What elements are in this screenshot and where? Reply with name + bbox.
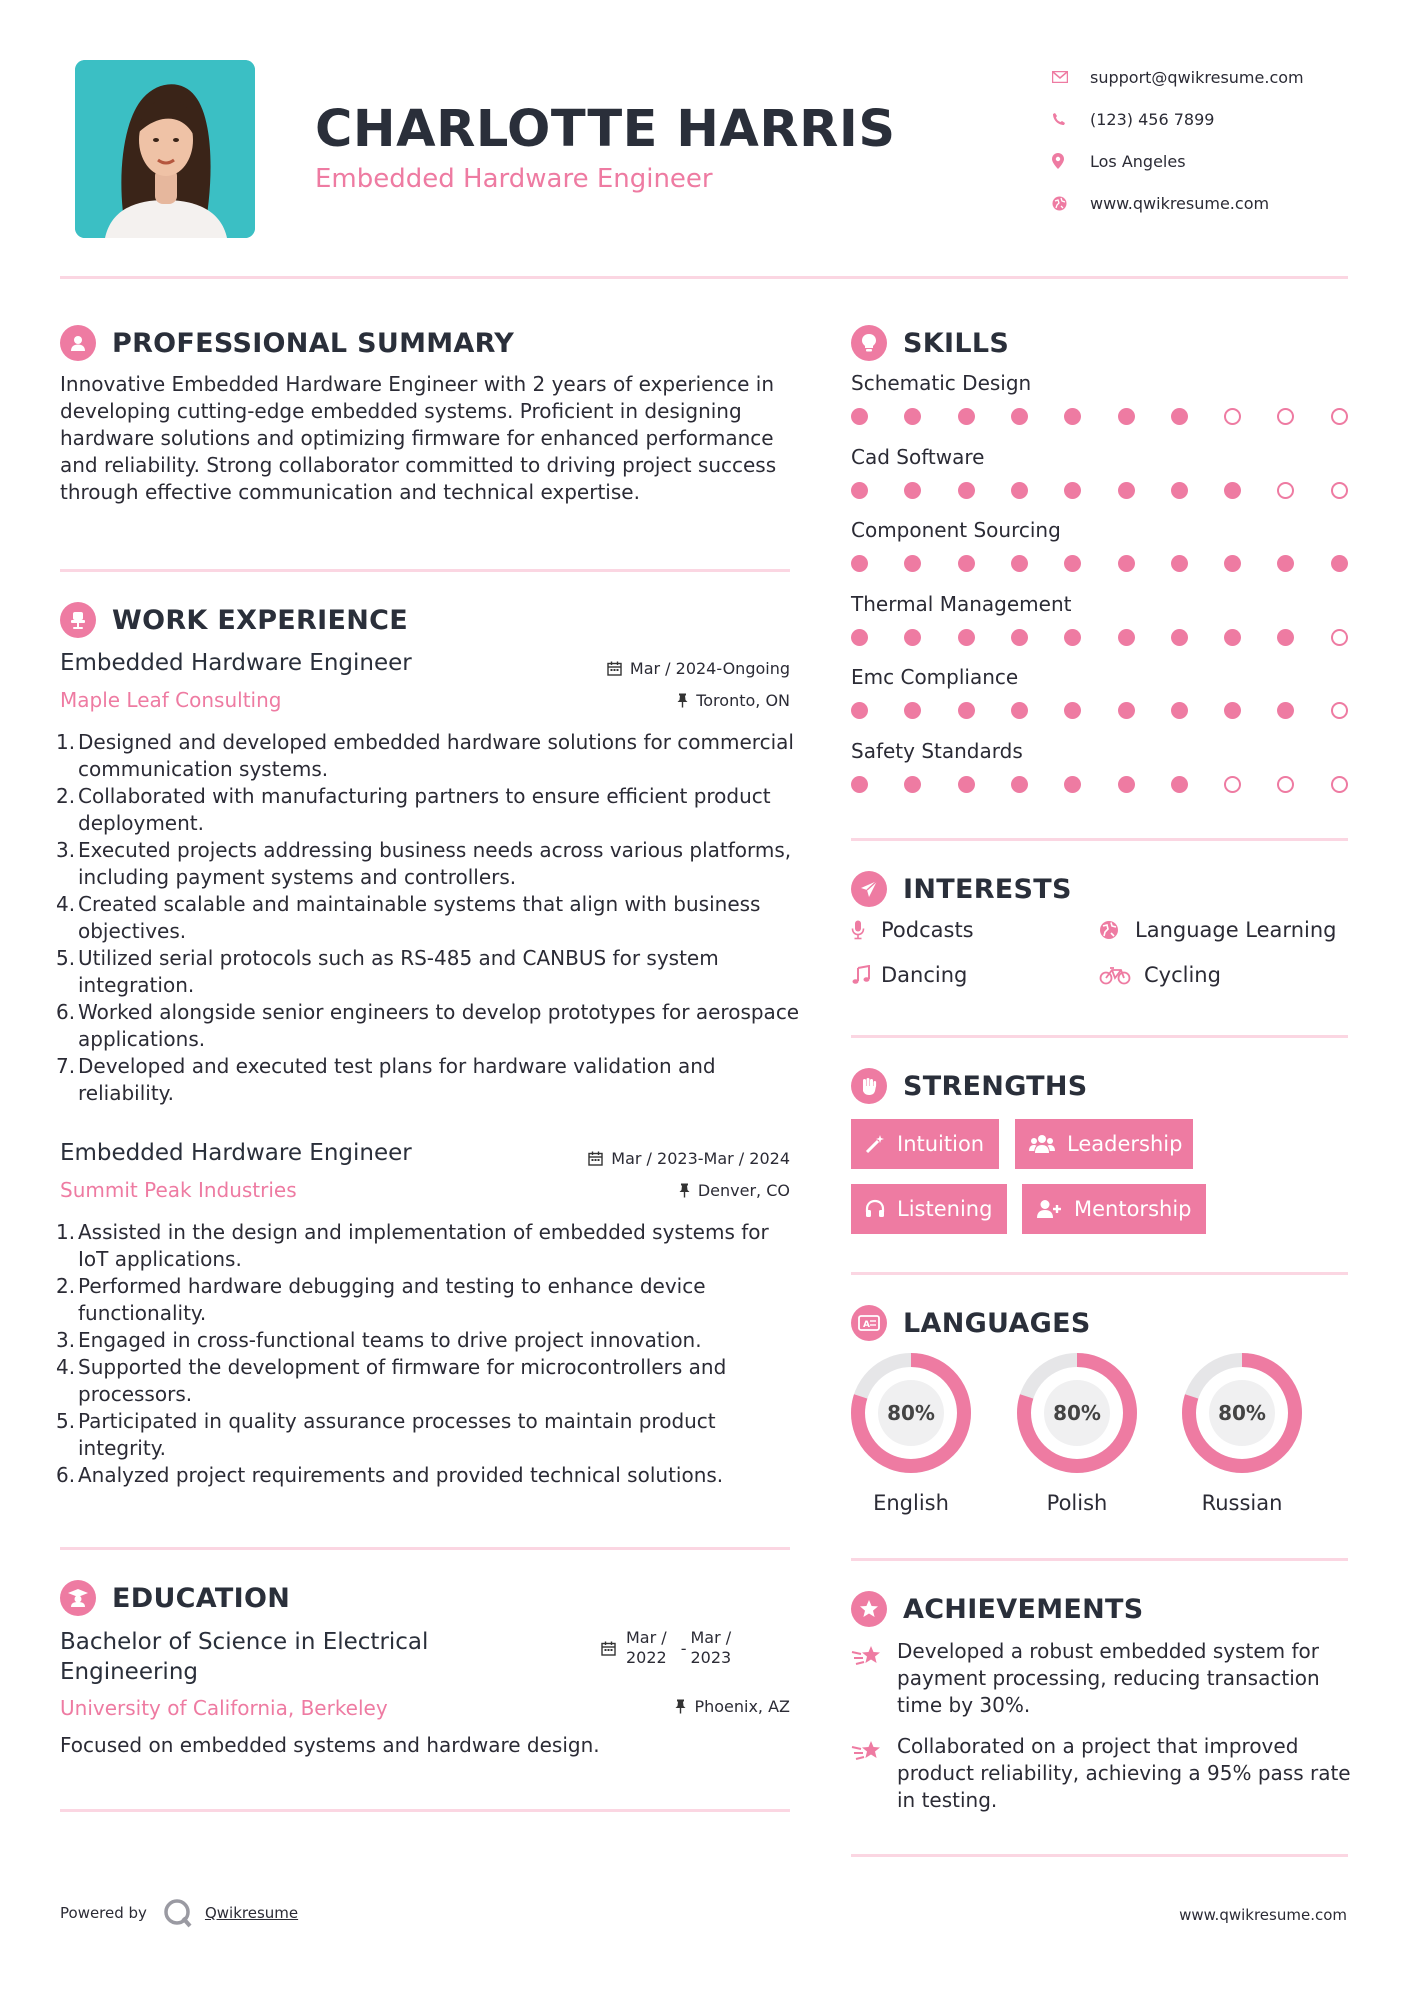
- job-1-bullets: [56, 729, 800, 1107]
- skill-dot-empty: [1277, 776, 1294, 793]
- education-end-date: Mar / 2023: [690, 1628, 732, 1667]
- interest-item: [851, 963, 967, 987]
- skill-dot-filled: [1064, 555, 1081, 572]
- strength-tag: [1022, 1184, 1206, 1234]
- contact-email[interactable]: [1050, 56, 1370, 98]
- education-location: [675, 1697, 790, 1716]
- contact-email-text: support@qwikresume.com: [1090, 67, 1304, 87]
- calendar-icon: [588, 1151, 603, 1166]
- globe-icon: [1099, 920, 1133, 940]
- skills-divider: [851, 838, 1348, 841]
- skill-dot-filled: [1171, 482, 1188, 499]
- skill-dot-filled: [1171, 776, 1188, 793]
- skill-label: Schematic Design: [851, 371, 1032, 395]
- skill-label: Thermal Management: [851, 592, 1072, 616]
- contact-location-text: Los Angeles: [1090, 151, 1186, 171]
- contact-phone[interactable]: [1050, 98, 1370, 140]
- skill-dot-filled: [1118, 482, 1135, 499]
- skill-dot-filled: [1171, 555, 1188, 572]
- education-divider: [60, 1809, 790, 1812]
- skill-dot-filled: [1011, 629, 1028, 646]
- svg-text:A: A: [863, 1320, 870, 1330]
- shooting-star-icon: [851, 1638, 897, 1719]
- skill-dot-filled: [851, 408, 868, 425]
- skill-dot-empty: [1331, 776, 1348, 793]
- skill-dot-filled: [1064, 482, 1081, 499]
- interest-item: [1099, 918, 1336, 942]
- interest-label: Dancing: [881, 963, 968, 987]
- interests-divider: [851, 1035, 1348, 1038]
- skill-dot-filled: [1118, 555, 1135, 572]
- language-percent: 80%: [1218, 1401, 1266, 1425]
- skill-dot-filled: [904, 629, 921, 646]
- education-dates: Mar / 2022 - Mar / 2023: [601, 1628, 731, 1668]
- skill-dot-filled: [851, 776, 868, 793]
- skill-dot-filled: [904, 482, 921, 499]
- language-name: Polish: [1046, 1491, 1108, 1515]
- list-item: 2. Performed hardware debugging and testing to enhance device functionality.: [56, 1274, 706, 1325]
- achievements-heading-text: ACHIEVEMENTS: [903, 1593, 1144, 1625]
- office-chair-icon: [60, 602, 96, 638]
- strength-label: Intuition: [897, 1132, 985, 1156]
- skill-dot-filled: [1118, 776, 1135, 793]
- summary-divider: [60, 569, 790, 572]
- achievement-item: [851, 1638, 1351, 1719]
- microphone-icon: [851, 920, 879, 940]
- skill-dot-empty: [1224, 408, 1241, 425]
- star-badge-icon: [851, 1591, 887, 1627]
- footer-website-link[interactable]: www.qwikresume.com: [1179, 1906, 1347, 1924]
- calendar-icon: [607, 661, 622, 676]
- skill-dot-filled: [1064, 702, 1081, 719]
- experience-heading: [60, 602, 408, 638]
- job-2-location-text: Denver, CO: [697, 1181, 790, 1200]
- skill-dot-filled: [958, 702, 975, 719]
- skill-dot-empty: [1277, 482, 1294, 499]
- skill-dot-filled: [1224, 702, 1241, 719]
- achievement-item: [851, 1733, 1351, 1814]
- list-item: 6. Worked alongside senior engineers to develop prototypes for aerospace applications.: [56, 1000, 800, 1051]
- skills-heading-text: SKILLS: [903, 327, 1010, 359]
- job-1-dates-text: Mar / 2024-Ongoing: [629, 659, 790, 678]
- achievements-divider: [851, 1854, 1348, 1857]
- languages-divider: [851, 1558, 1348, 1561]
- qwikresume-link[interactable]: Qwikresume: [204, 1904, 299, 1922]
- lightbulb-icon: [851, 325, 887, 361]
- skill-rating: [851, 776, 1351, 796]
- skill-dot-filled: [1011, 482, 1028, 499]
- job-1-location: [677, 691, 790, 710]
- experience-divider: [60, 1547, 790, 1550]
- skill-dot-empty: [1331, 482, 1348, 499]
- skill-dot-filled: [851, 555, 868, 572]
- education-heading-text: EDUCATION: [112, 1582, 291, 1614]
- skill-dot-filled: [1011, 776, 1028, 793]
- skill-rating: [851, 555, 1351, 575]
- education-degree-line-2: Engineering: [60, 1659, 198, 1685]
- language-name: Russian: [1201, 1491, 1283, 1515]
- job-1-location-text: Toronto, ON: [696, 691, 790, 710]
- skill-dot-filled: [1224, 482, 1241, 499]
- skill-rating: [851, 408, 1351, 428]
- list-item: 4. Created scalable and maintainable systems that align with business objectives.: [56, 892, 761, 943]
- skill-dot-filled: [1331, 555, 1348, 572]
- globe-icon: [1050, 196, 1090, 211]
- achievement-text: Developed a robust embedded system for payment processing, reducing transaction time by 30%.: [897, 1639, 1320, 1717]
- person-portrait-image: [75, 60, 255, 238]
- user-plus-icon: [1036, 1199, 1062, 1219]
- profile-photo: [75, 60, 255, 238]
- language-name: English: [873, 1491, 949, 1515]
- header-divider: [60, 276, 1348, 279]
- skill-dot-filled: [1064, 408, 1081, 425]
- skill-dot-filled: [1224, 555, 1241, 572]
- skill-label: Component Sourcing: [851, 518, 1061, 542]
- languages-heading-text: LANGUAGES: [903, 1307, 1091, 1339]
- paper-plane-icon: [851, 871, 887, 907]
- job-2-bullets: [56, 1219, 800, 1489]
- list-item: 2. Collaborated with manufacturing partners to ensure efficient product deployment.: [56, 784, 771, 835]
- skill-rating: [851, 702, 1351, 722]
- skill-dot-filled: [1064, 776, 1081, 793]
- skill-dot-filled: [1011, 702, 1028, 719]
- language-item: [849, 1351, 973, 1515]
- skill-dot-filled: [1171, 629, 1188, 646]
- graduate-icon: [60, 1580, 96, 1616]
- job-1-title: Embedded Hardware Engineer: [60, 650, 412, 676]
- skill-label: Safety Standards: [851, 739, 1023, 763]
- list-item: 5. Participated in quality assurance processes to maintain product integrity.: [56, 1409, 716, 1460]
- skill-dot-filled: [1011, 408, 1028, 425]
- skill-dot-empty: [1277, 408, 1294, 425]
- achievements-heading: [851, 1591, 1144, 1627]
- envelope-icon: [1050, 71, 1090, 83]
- interest-item: [1099, 963, 1221, 987]
- education-degree-line-1: Bachelor of Science in Electrical: [60, 1629, 429, 1655]
- candidate-title: Embedded Hardware Engineer: [315, 164, 713, 194]
- job-2-dates-text: Mar / 2023-Mar / 2024: [611, 1149, 790, 1168]
- skill-dot-filled: [904, 555, 921, 572]
- list-item: 3. Engaged in cross-functional teams to drive project innovation.: [56, 1328, 702, 1352]
- strength-label: Listening: [897, 1197, 993, 1221]
- skill-dot-filled: [958, 555, 975, 572]
- language-item: [1180, 1351, 1304, 1515]
- summary-text: Innovative Embedded Hardware Engineer with 2 years of experience in developing cutting-edge embedded systems. Proficient in designing hardware solutions and optimizing firmware for enhanced performance and reliability. Strong collaborator committed to driving project success through effective communication and technical expertise.: [60, 372, 777, 504]
- contact-block: [1050, 56, 1370, 224]
- skill-dot-filled: [1118, 408, 1135, 425]
- interest-label: Cycling: [1144, 963, 1221, 987]
- skill-dot-filled: [1171, 408, 1188, 425]
- interests-heading-text: INTERESTS: [903, 873, 1072, 905]
- experience-heading-text: WORK EXPERIENCE: [112, 604, 408, 636]
- strengths-divider: [851, 1272, 1348, 1275]
- list-item: 7. Developed and executed test plans for hardware validation and reliability.: [56, 1054, 716, 1105]
- interest-item: [851, 918, 974, 942]
- bicycle-icon: [1099, 965, 1142, 985]
- strength-label: Leadership: [1067, 1132, 1183, 1156]
- contact-location: [1050, 140, 1370, 182]
- skill-dot-empty: [1331, 629, 1348, 646]
- contact-website-text: www.qwikresume.com: [1090, 193, 1270, 213]
- education-degree: [60, 1627, 428, 1687]
- skill-dot-filled: [958, 408, 975, 425]
- skill-dot-filled: [904, 702, 921, 719]
- strength-tag: [851, 1184, 1007, 1234]
- skill-dot-filled: [1118, 702, 1135, 719]
- skill-rating: [851, 482, 1351, 502]
- magic-wand-icon: [865, 1134, 885, 1154]
- skill-dot-filled: [904, 776, 921, 793]
- qwikresume-logo-icon: [163, 1898, 193, 1928]
- skill-dot-filled: [851, 482, 868, 499]
- education-heading: [60, 1580, 290, 1616]
- education-description: Focused on embedded systems and hardware design.: [60, 1733, 600, 1757]
- list-item: 6. Analyzed project requirements and provided technical solutions.: [56, 1463, 724, 1487]
- skill-dot-filled: [1277, 629, 1294, 646]
- skill-dot-filled: [1277, 702, 1294, 719]
- language-percent: 80%: [887, 1401, 935, 1425]
- shooting-star-icon: [851, 1733, 897, 1814]
- job-1-dates: [607, 659, 790, 678]
- user-icon: [60, 325, 96, 361]
- skill-label: Cad Software: [851, 445, 985, 469]
- job-2-title: Embedded Hardware Engineer: [60, 1140, 412, 1166]
- strength-tag: [851, 1119, 999, 1169]
- list-item: 4. Supported the development of firmware for microcontrollers and processors.: [56, 1355, 727, 1406]
- job-2-dates: [588, 1149, 790, 1168]
- footer-powered-by: [60, 1898, 298, 1928]
- education-school: University of California, Berkeley: [60, 1696, 388, 1720]
- skill-dot-empty: [1331, 408, 1348, 425]
- interest-label: Language Learning: [1135, 918, 1337, 942]
- job-2-company: Summit Peak Industries: [60, 1178, 297, 1202]
- strengths-heading-text: STRENGTHS: [903, 1070, 1088, 1102]
- education-start-date: Mar / 2022: [626, 1628, 667, 1667]
- languages-heading: [851, 1305, 1091, 1341]
- music-note-icon: [851, 965, 879, 985]
- skill-dot-filled: [958, 482, 975, 499]
- skills-heading: [851, 325, 1009, 361]
- list-item: 5. Utilized serial protocols such as RS-485 and CANBUS for system integration.: [56, 946, 719, 997]
- headphones-icon: [865, 1199, 885, 1219]
- summary-heading: [60, 325, 514, 361]
- skill-dot-filled: [958, 629, 975, 646]
- summary-heading-text: PROFESSIONAL SUMMARY: [112, 327, 515, 359]
- phone-icon: [1050, 112, 1090, 126]
- skill-dot-filled: [904, 408, 921, 425]
- skill-dot-filled: [1118, 629, 1135, 646]
- language-item: [1015, 1351, 1139, 1515]
- candidate-name: CHARLOTTE HARRIS: [315, 100, 896, 159]
- education-location-text: Phoenix, AZ: [694, 1697, 790, 1716]
- users-icon: [1029, 1134, 1055, 1154]
- pushpin-icon: [679, 1183, 690, 1198]
- list-item: 1. Designed and developed embedded hardware solutions for commercial communication systems.: [56, 730, 794, 781]
- pushpin-icon: [677, 693, 688, 708]
- strength-label: Mentorship: [1074, 1197, 1192, 1221]
- powered-by-label: Powered by: [60, 1904, 147, 1922]
- skill-dot-filled: [1171, 702, 1188, 719]
- strengths-heading: [851, 1068, 1088, 1104]
- skill-dot-filled: [1277, 555, 1294, 572]
- skill-dot-empty: [1331, 702, 1348, 719]
- skill-label: Emc Compliance: [851, 665, 1019, 689]
- strength-tag: [1015, 1119, 1193, 1169]
- list-item: 1. Assisted in the design and implementation of embedded systems for IoT applications.: [56, 1220, 769, 1271]
- skill-rating: [851, 629, 1351, 649]
- pushpin-icon: [675, 1699, 686, 1714]
- achievement-text: Collaborated on a project that improved product reliability, achieving a 95% pass rate in testing.: [897, 1734, 1351, 1812]
- map-pin-icon: [1050, 153, 1090, 169]
- skill-dot-filled: [1224, 629, 1241, 646]
- skill-dot-filled: [1064, 629, 1081, 646]
- interest-label: Podcasts: [881, 918, 974, 942]
- language-card-icon: [851, 1305, 887, 1341]
- calendar-icon: [601, 1641, 616, 1656]
- list-item: 3. Executed projects addressing business needs across various platforms, including payment systems and controllers.: [56, 838, 792, 889]
- job-2-location: [679, 1181, 790, 1200]
- skill-dot-filled: [851, 702, 868, 719]
- contact-website[interactable]: [1050, 182, 1370, 224]
- skill-dot-filled: [851, 629, 868, 646]
- skill-dot-filled: [958, 776, 975, 793]
- language-percent: 80%: [1053, 1401, 1101, 1425]
- skill-dot-filled: [1011, 555, 1028, 572]
- interests-heading: [851, 871, 1072, 907]
- raised-fist-icon: [851, 1068, 887, 1104]
- skill-dot-empty: [1224, 776, 1241, 793]
- job-1-company: Maple Leaf Consulting: [60, 688, 282, 712]
- contact-phone-text: (123) 456 7899: [1090, 109, 1215, 129]
